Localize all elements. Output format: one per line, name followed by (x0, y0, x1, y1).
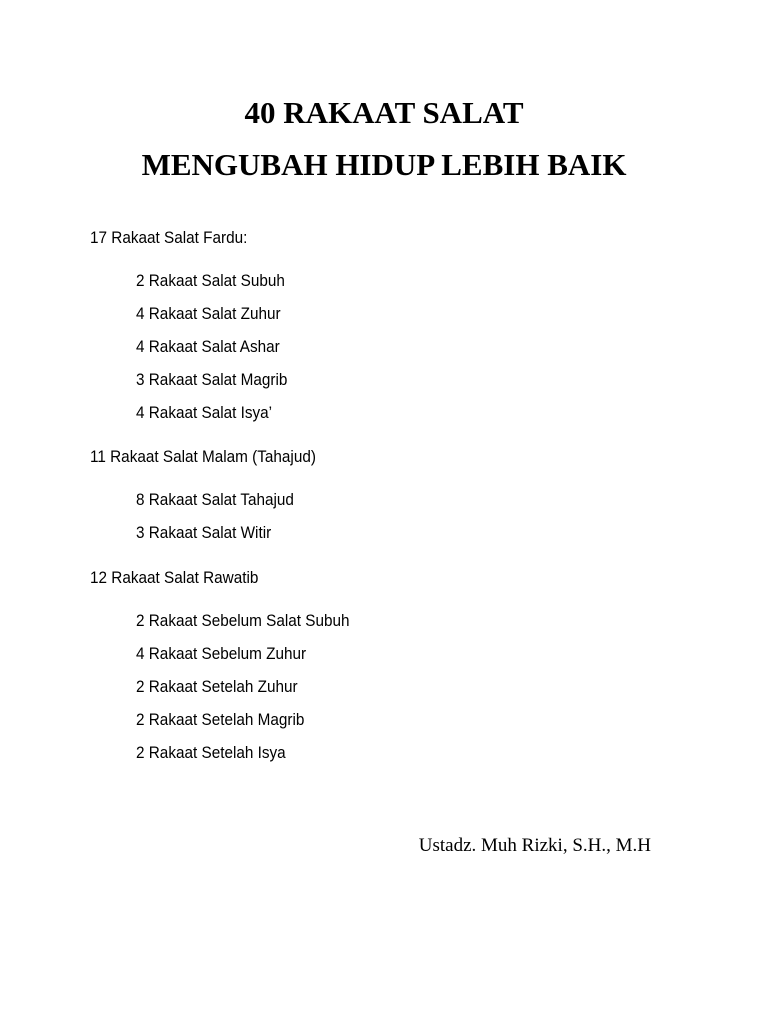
list-item: 2 Rakaat Setelah Isya (136, 743, 286, 762)
title-line-1: 40 RAKAAT SALAT (244, 95, 524, 130)
title-line-2: MENGUBAH HIDUP LEBIH BAIK (141, 147, 627, 182)
list-item: 2 Rakaat Salat Subuh (136, 271, 285, 290)
list-item: 4 Rakaat Salat Zuhur (136, 304, 281, 323)
section-heading: 17 Rakaat Salat Fardu: (90, 228, 248, 247)
list-item: 8 Rakaat Salat Tahajud (136, 490, 294, 509)
list-item: 2 Rakaat Sebelum Salat Subuh (136, 611, 350, 630)
list-item: 4 Rakaat Salat Isya’ (136, 403, 273, 422)
list-item: 3 Rakaat Salat Witir (136, 523, 272, 542)
list-item: 4 Rakaat Sebelum Zuhur (136, 644, 307, 663)
list-item: 4 Rakaat Salat Ashar (136, 337, 280, 356)
section-heading: 11 Rakaat Salat Malam (Tahajud) (90, 447, 316, 466)
list-item: 3 Rakaat Salat Magrib (136, 370, 288, 389)
item-list (136, 610, 373, 775)
list-item: 2 Rakaat Setelah Zuhur (136, 677, 298, 696)
item-list (136, 489, 311, 555)
section-heading: 12 Rakaat Salat Rawatib (90, 568, 259, 587)
item-list (136, 270, 304, 435)
list-item: 2 Rakaat Setelah Magrib (136, 710, 305, 729)
author-signature: Ustadz. Muh Rizki, S.H., M.H (418, 835, 651, 856)
